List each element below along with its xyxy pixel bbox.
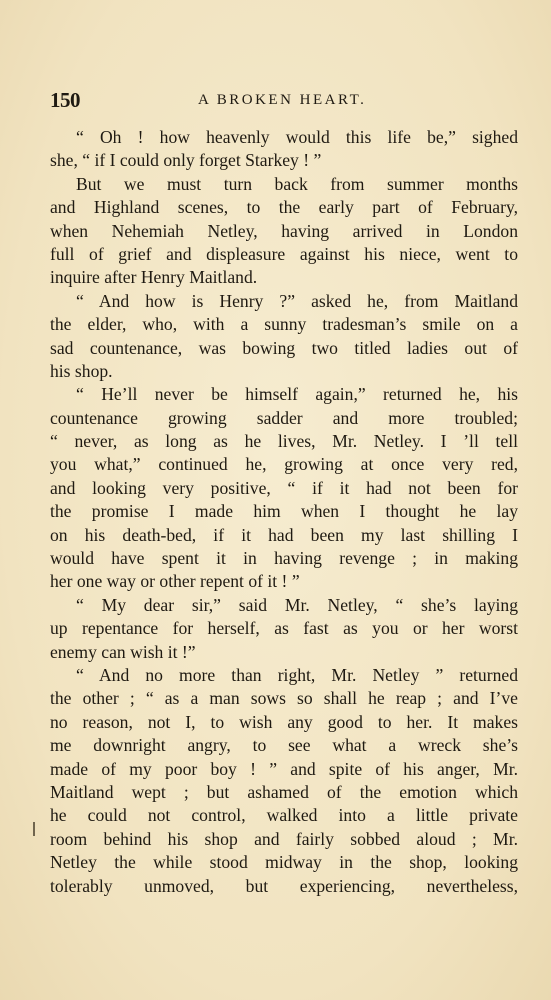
text-line: the other ; “ as a man sows so shall he reap ; and I’ve — [50, 688, 518, 709]
text-line: sad countenance, was bowing two titled ladies out of — [50, 337, 518, 358]
text-line: inquire after Henry Maitland. — [50, 267, 258, 288]
text-line: no reason, not I, to wish any good to her. It makes — [50, 711, 518, 732]
text-line: she, “ if I could only forget Starkey ! ” — [50, 150, 322, 171]
page-number: 150 — [50, 88, 80, 112]
text-line: would have spent it in having revenge ; in making — [50, 548, 518, 569]
text-line: on his death-bed, if it had been my last shilling I — [50, 524, 518, 545]
text-line: his shop. — [50, 360, 113, 381]
text-line: the elder, who, with a sunny tradesman’s smile on a — [50, 314, 518, 335]
text-line: me downright angry, to see what a wreck she’s — [50, 735, 518, 756]
text-line: tolerably unmoved, but experiencing, nevertheless, — [50, 875, 518, 896]
text-line: and looking very positive, “ if it had not been for — [50, 477, 518, 498]
text-line: her one way or other repent of it ! ” — [50, 571, 300, 592]
text-line: room behind his shop and fairly sobbed aloud ; Mr. — [50, 828, 518, 849]
margin-mark — [33, 822, 35, 836]
text-line: when Nehemiah Netley, having arrived in London — [50, 220, 518, 241]
page-header — [50, 88, 518, 114]
text-line: up repentance for herself, as fast as you or her worst — [50, 618, 518, 639]
text-line: enemy can wish it !” — [50, 641, 196, 662]
text-line: countenance growing sadder and more troubled; — [50, 407, 518, 428]
text-line: he could not control, walked into a little private — [50, 805, 518, 826]
text-line: you what,” continued he, growing at once very red, — [50, 454, 518, 475]
body-text — [50, 126, 518, 898]
text-line: “ never, as long as he lives, Mr. Netley. I ’ll tell — [50, 431, 518, 452]
text-line: “ Oh ! how heavenly would this life be,” sighed — [76, 127, 518, 147]
text-line: Maitland wept ; but ashamed of the emotion which — [50, 781, 518, 802]
text-line: the promise I made him when I thought he lay — [50, 501, 518, 522]
text-line: made of my poor boy ! ” and spite of his anger, Mr. — [50, 758, 518, 779]
text-line: and Highland scenes, to the early part of February, — [50, 197, 518, 218]
text-line: “ And no more than right, Mr. Netley ” returned — [76, 664, 518, 685]
running-title: A BROKEN HEART. — [198, 92, 367, 108]
text-line: But we must turn back from summer months — [76, 173, 518, 194]
text-line: “ My dear sir,” said Mr. Netley, “ she’s laying — [76, 594, 518, 615]
text-line: full of grief and displeasure against his niece, went to — [50, 243, 518, 264]
text-line: “ And how is Henry ?” asked he, from Maitland — [76, 290, 518, 311]
text-line: Netley the while stood midway in the shop, looking — [50, 852, 518, 873]
text-line: “ He’ll never be himself again,” returned he, his — [76, 384, 518, 405]
